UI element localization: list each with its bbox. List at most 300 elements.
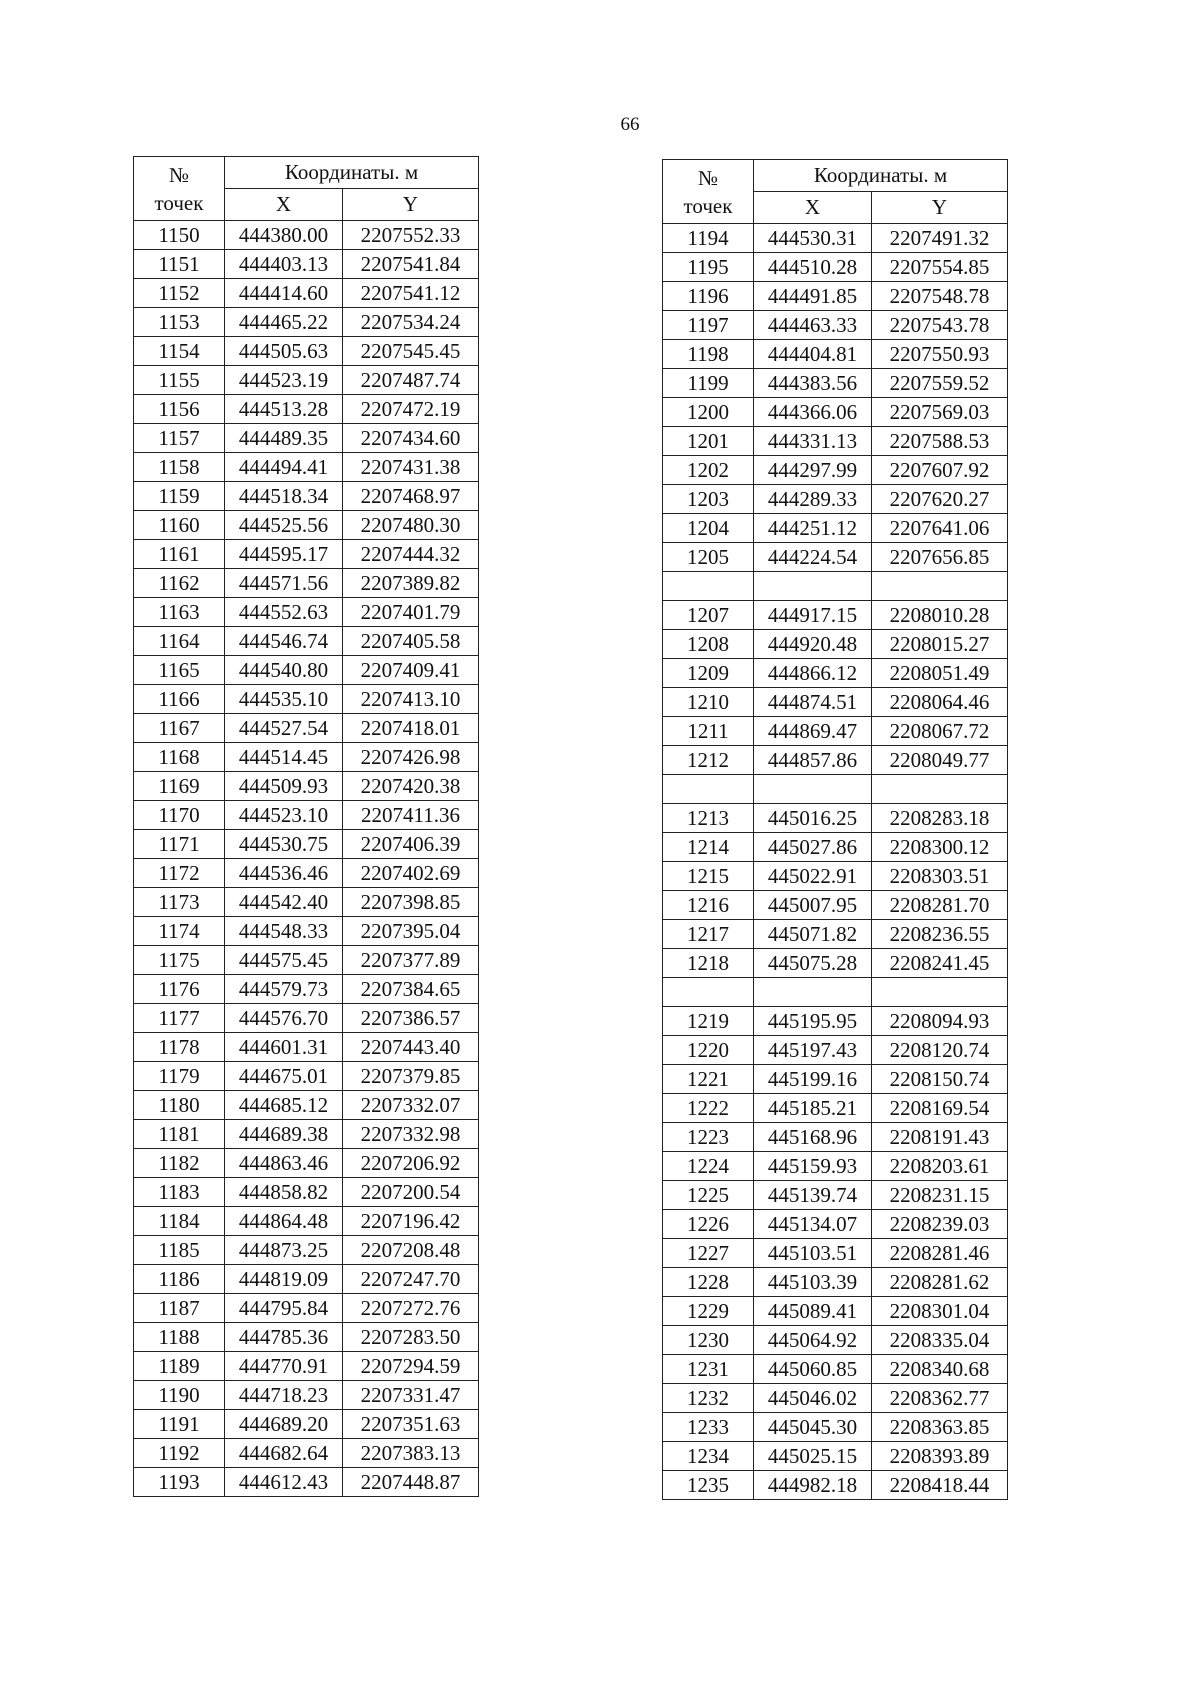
table-row <box>663 1384 1008 1413</box>
point-number-cell: 1192 <box>134 1439 225 1468</box>
point-number-cell: 1176 <box>134 975 225 1004</box>
y-coordinate-cell: 2208281.46 <box>872 1239 1008 1268</box>
x-coordinate-cell: 444514.45 <box>225 743 343 772</box>
y-coordinate-cell: 2208120.74 <box>872 1036 1008 1065</box>
x-coordinate-cell: 444510.28 <box>754 253 872 282</box>
y-coordinate-cell: 2207552.33 <box>343 221 479 250</box>
x-coordinate-cell: 445089.41 <box>754 1297 872 1326</box>
table-row <box>134 1004 479 1033</box>
point-number-cell: 1234 <box>663 1442 754 1471</box>
x-coordinate-cell <box>754 978 872 1007</box>
point-number-cell: 1219 <box>663 1007 754 1036</box>
x-coordinate-cell <box>754 572 872 601</box>
point-number-cell: 1173 <box>134 888 225 917</box>
point-number-cell: 1211 <box>663 717 754 746</box>
table-row <box>134 453 479 482</box>
point-number-cell: 1162 <box>134 569 225 598</box>
table-row <box>134 1033 479 1062</box>
table-row <box>134 743 479 772</box>
y-coordinate-cell: 2208067.72 <box>872 717 1008 746</box>
table-row <box>134 975 479 1004</box>
point-number-cell: 1225 <box>663 1181 754 1210</box>
x-coordinate-cell: 445064.92 <box>754 1326 872 1355</box>
y-coordinate-cell <box>872 775 1008 804</box>
x-coordinate-cell: 445168.96 <box>754 1123 872 1152</box>
x-coordinate-cell: 444331.13 <box>754 427 872 456</box>
x-coordinate-cell: 444575.45 <box>225 946 343 975</box>
y-coordinate-cell: 2207426.98 <box>343 743 479 772</box>
y-coordinate-cell: 2208203.61 <box>872 1152 1008 1181</box>
table-row <box>134 1439 479 1468</box>
table-row <box>134 221 479 250</box>
x-coordinate-cell: 445016.25 <box>754 804 872 833</box>
table-row <box>663 282 1008 311</box>
table-row <box>663 949 1008 978</box>
point-number-cell: 1198 <box>663 340 754 369</box>
x-coordinate-cell: 445045.30 <box>754 1413 872 1442</box>
y-coordinate-cell: 2207443.40 <box>343 1033 479 1062</box>
point-number-cell: 1161 <box>134 540 225 569</box>
point-number-cell: 1199 <box>663 369 754 398</box>
table-row <box>134 250 479 279</box>
table-row <box>663 1181 1008 1210</box>
point-number-cell: 1231 <box>663 1355 754 1384</box>
table-row <box>663 1152 1008 1181</box>
x-coordinate-cell: 445103.51 <box>754 1239 872 1268</box>
y-coordinate-cell: 2207534.24 <box>343 308 479 337</box>
x-coordinate-cell: 444863.46 <box>225 1149 343 1178</box>
x-coordinate-cell: 445075.28 <box>754 949 872 978</box>
table-row <box>134 1091 479 1120</box>
point-number-cell: 1196 <box>663 282 754 311</box>
table-row <box>663 427 1008 456</box>
y-coordinate-cell: 2207332.07 <box>343 1091 479 1120</box>
y-coordinate-cell: 2207472.19 <box>343 395 479 424</box>
table-row <box>134 1468 479 1497</box>
table-row <box>663 456 1008 485</box>
table-row <box>663 1036 1008 1065</box>
x-coordinate-cell: 444251.12 <box>754 514 872 543</box>
x-coordinate-cell: 444917.15 <box>754 601 872 630</box>
table-row <box>134 1381 479 1410</box>
table-row <box>134 569 479 598</box>
y-coordinate-cell: 2208015.27 <box>872 630 1008 659</box>
x-coordinate-cell: 444383.56 <box>754 369 872 398</box>
table-row <box>663 1413 1008 1442</box>
points-label: точек <box>683 193 733 218</box>
point-number-cell: 1180 <box>134 1091 225 1120</box>
point-number-cell: 1160 <box>134 511 225 540</box>
y-coordinate-cell: 2207448.87 <box>343 1468 479 1497</box>
x-coordinate-cell: 444463.33 <box>754 311 872 340</box>
y-coordinate-cell: 2208362.77 <box>872 1384 1008 1413</box>
x-coordinate-cell: 444858.82 <box>225 1178 343 1207</box>
y-coordinate-cell: 2208300.12 <box>872 833 1008 862</box>
y-coordinate-cell: 2208010.28 <box>872 601 1008 630</box>
x-coordinate-cell: 444548.33 <box>225 917 343 946</box>
y-coordinate-cell: 2207569.03 <box>872 398 1008 427</box>
y-coordinate-cell: 2208340.68 <box>872 1355 1008 1384</box>
point-number-cell: 1218 <box>663 949 754 978</box>
x-coordinate-cell: 444869.47 <box>754 717 872 746</box>
point-number-cell: 1182 <box>134 1149 225 1178</box>
table-row <box>663 746 1008 775</box>
x-coordinate-cell: 445139.74 <box>754 1181 872 1210</box>
table-row <box>663 630 1008 659</box>
point-number-cell: 1178 <box>134 1033 225 1062</box>
table-row <box>134 656 479 685</box>
point-number-cell: 1191 <box>134 1410 225 1439</box>
y-coordinate-cell: 2207431.38 <box>343 453 479 482</box>
point-number-cell: 1201 <box>663 427 754 456</box>
page-number: 66 <box>620 114 640 135</box>
x-coordinate-cell: 445185.21 <box>754 1094 872 1123</box>
y-coordinate-cell: 2208064.46 <box>872 688 1008 717</box>
point-number-cell: 1151 <box>134 250 225 279</box>
x-coordinate-cell: 444224.54 <box>754 543 872 572</box>
point-number-cell: 1152 <box>134 279 225 308</box>
table-row <box>663 1123 1008 1152</box>
table-body-left <box>134 221 479 1497</box>
table-row <box>663 1065 1008 1094</box>
x-coordinate-cell: 444509.93 <box>225 772 343 801</box>
point-number-cell: 1157 <box>134 424 225 453</box>
y-coordinate-cell: 2207641.06 <box>872 514 1008 543</box>
x-coordinate-cell: 444540.80 <box>225 656 343 685</box>
x-coordinate-cell: 444489.35 <box>225 424 343 453</box>
y-coordinate-cell: 2207196.42 <box>343 1207 479 1236</box>
y-coordinate-cell: 2207206.92 <box>343 1149 479 1178</box>
point-number-cell: 1224 <box>663 1152 754 1181</box>
x-coordinate-cell: 444576.70 <box>225 1004 343 1033</box>
y-column-header: Y <box>343 189 479 221</box>
y-coordinate-cell: 2207379.85 <box>343 1062 479 1091</box>
point-number-cell: 1174 <box>134 917 225 946</box>
y-coordinate-cell: 2208239.03 <box>872 1210 1008 1239</box>
point-number-cell: 1200 <box>663 398 754 427</box>
table-row <box>134 1207 479 1236</box>
table-row <box>663 659 1008 688</box>
x-coordinate-cell: 444864.48 <box>225 1207 343 1236</box>
y-coordinate-cell: 2208393.89 <box>872 1442 1008 1471</box>
y-coordinate-cell: 2208049.77 <box>872 746 1008 775</box>
point-number-cell: 1195 <box>663 253 754 282</box>
table-row <box>663 224 1008 253</box>
table-row <box>134 1062 479 1091</box>
y-coordinate-cell <box>872 978 1008 1007</box>
x-coordinate-cell: 444795.84 <box>225 1294 343 1323</box>
point-number-cell: 1177 <box>134 1004 225 1033</box>
point-number-header <box>134 157 225 221</box>
number-sign: № <box>697 165 719 190</box>
point-number-cell: 1210 <box>663 688 754 717</box>
y-coordinate-cell: 2207283.50 <box>343 1323 479 1352</box>
x-coordinate-cell: 444857.86 <box>754 746 872 775</box>
x-column-header: X <box>225 189 343 221</box>
x-coordinate-cell: 444675.01 <box>225 1062 343 1091</box>
y-coordinate-cell: 2207413.10 <box>343 685 479 714</box>
x-coordinate-cell: 444465.22 <box>225 308 343 337</box>
point-number-cell: 1175 <box>134 946 225 975</box>
y-coordinate-cell: 2207588.53 <box>872 427 1008 456</box>
point-number-cell: 1172 <box>134 859 225 888</box>
table-row <box>134 1352 479 1381</box>
y-coordinate-cell: 2208051.49 <box>872 659 1008 688</box>
y-coordinate-cell: 2208335.04 <box>872 1326 1008 1355</box>
x-coordinate-cell: 444571.56 <box>225 569 343 598</box>
table-row <box>663 369 1008 398</box>
y-coordinate-cell: 2207550.93 <box>872 340 1008 369</box>
y-coordinate-cell: 2207420.38 <box>343 772 479 801</box>
table-row <box>134 627 479 656</box>
point-number-cell: 1230 <box>663 1326 754 1355</box>
y-coordinate-cell: 2207395.04 <box>343 917 479 946</box>
point-number-cell: 1168 <box>134 743 225 772</box>
table-row <box>134 395 479 424</box>
y-coordinate-cell: 2208150.74 <box>872 1065 1008 1094</box>
point-number-cell: 1207 <box>663 601 754 630</box>
table-row <box>663 601 1008 630</box>
table-row <box>134 1236 479 1265</box>
y-coordinate-cell: 2207402.69 <box>343 859 479 888</box>
x-coordinate-cell: 444530.31 <box>754 224 872 253</box>
y-coordinate-cell <box>872 572 1008 601</box>
table-row <box>663 717 1008 746</box>
point-number-cell: 1187 <box>134 1294 225 1323</box>
y-coordinate-cell: 2207377.89 <box>343 946 479 975</box>
point-number-cell: 1158 <box>134 453 225 482</box>
x-coordinate-cell: 444685.12 <box>225 1091 343 1120</box>
point-number-cell: 1223 <box>663 1123 754 1152</box>
point-number-cell: 1154 <box>134 337 225 366</box>
table-row <box>134 279 479 308</box>
y-coordinate-cell: 2207543.78 <box>872 311 1008 340</box>
table-row <box>134 1120 479 1149</box>
y-coordinate-cell: 2208169.54 <box>872 1094 1008 1123</box>
table-row <box>134 1410 479 1439</box>
y-coordinate-cell: 2207405.58 <box>343 627 479 656</box>
x-coordinate-cell: 444601.31 <box>225 1033 343 1062</box>
table-row <box>663 1326 1008 1355</box>
table-row <box>663 1239 1008 1268</box>
table-row <box>134 1149 479 1178</box>
table-row <box>134 308 479 337</box>
x-coordinate-cell: 444595.17 <box>225 540 343 569</box>
x-coordinate-cell: 444505.63 <box>225 337 343 366</box>
y-coordinate-cell: 2207272.76 <box>343 1294 479 1323</box>
table-row <box>134 1178 479 1207</box>
table-row <box>134 511 479 540</box>
point-number-cell: 1222 <box>663 1094 754 1123</box>
table-row <box>663 833 1008 862</box>
coordinates-table-right <box>662 159 1008 1500</box>
x-coordinate-cell: 444689.38 <box>225 1120 343 1149</box>
point-number-cell: 1220 <box>663 1036 754 1065</box>
point-number-cell: 1208 <box>663 630 754 659</box>
y-coordinate-cell: 2207200.54 <box>343 1178 479 1207</box>
table-row <box>134 685 479 714</box>
point-number-cell: 1165 <box>134 656 225 685</box>
x-coordinate-cell: 445199.16 <box>754 1065 872 1094</box>
point-number-cell: 1159 <box>134 482 225 511</box>
y-coordinate-cell: 2207545.45 <box>343 337 479 366</box>
y-coordinate-cell: 2207444.32 <box>343 540 479 569</box>
point-number-cell: 1153 <box>134 308 225 337</box>
x-coordinate-cell: 444866.12 <box>754 659 872 688</box>
table-row <box>663 862 1008 891</box>
x-coordinate-cell: 444785.36 <box>225 1323 343 1352</box>
y-coordinate-cell: 2207406.39 <box>343 830 479 859</box>
y-coordinate-cell: 2207294.59 <box>343 1352 479 1381</box>
point-number-cell <box>663 572 754 601</box>
y-coordinate-cell: 2207548.78 <box>872 282 1008 311</box>
y-coordinate-cell: 2207332.98 <box>343 1120 479 1149</box>
point-number-cell: 1209 <box>663 659 754 688</box>
table-row <box>663 485 1008 514</box>
table-row <box>663 1471 1008 1500</box>
table-row <box>663 688 1008 717</box>
x-coordinate-cell: 444920.48 <box>754 630 872 659</box>
x-coordinate-cell: 445159.93 <box>754 1152 872 1181</box>
x-coordinate-cell: 444530.75 <box>225 830 343 859</box>
x-coordinate-cell: 444491.85 <box>754 282 872 311</box>
point-number-cell <box>663 775 754 804</box>
x-coordinate-cell: 445027.86 <box>754 833 872 862</box>
table-row <box>134 424 479 453</box>
x-coordinate-cell: 444770.91 <box>225 1352 343 1381</box>
y-coordinate-cell: 2207418.01 <box>343 714 479 743</box>
coordinates-header: Координаты. м <box>225 157 479 189</box>
table-row <box>134 1294 479 1323</box>
table-row <box>134 337 479 366</box>
table-row <box>134 888 479 917</box>
table-row <box>663 514 1008 543</box>
table-row <box>663 804 1008 833</box>
point-number-cell: 1156 <box>134 395 225 424</box>
number-sign: № <box>168 162 190 187</box>
point-number-cell: 1150 <box>134 221 225 250</box>
point-number-cell: 1163 <box>134 598 225 627</box>
table-row <box>134 1265 479 1294</box>
point-number-cell: 1215 <box>663 862 754 891</box>
table-row <box>663 311 1008 340</box>
points-label: точек <box>154 190 204 215</box>
point-number-cell: 1166 <box>134 685 225 714</box>
point-number-cell: 1188 <box>134 1323 225 1352</box>
y-coordinate-cell: 2207480.30 <box>343 511 479 540</box>
table-row <box>663 978 1008 1007</box>
point-number-cell: 1171 <box>134 830 225 859</box>
table-row <box>134 540 479 569</box>
y-coordinate-cell: 2207208.48 <box>343 1236 479 1265</box>
table-row <box>663 775 1008 804</box>
y-coordinate-cell: 2208303.51 <box>872 862 1008 891</box>
point-number-cell: 1232 <box>663 1384 754 1413</box>
y-coordinate-cell: 2207389.82 <box>343 569 479 598</box>
x-coordinate-cell: 445025.15 <box>754 1442 872 1471</box>
point-number-cell: 1181 <box>134 1120 225 1149</box>
point-number-cell: 1194 <box>663 224 754 253</box>
x-coordinate-cell: 444380.00 <box>225 221 343 250</box>
table-row <box>663 1210 1008 1239</box>
x-coordinate-cell: 444494.41 <box>225 453 343 482</box>
table-row <box>134 917 479 946</box>
x-coordinate-cell: 444404.81 <box>754 340 872 369</box>
point-number-cell: 1179 <box>134 1062 225 1091</box>
x-coordinate-cell: 445195.95 <box>754 1007 872 1036</box>
x-coordinate-cell: 444542.40 <box>225 888 343 917</box>
y-coordinate-cell: 2208418.44 <box>872 1471 1008 1500</box>
point-number-cell: 1197 <box>663 311 754 340</box>
y-coordinate-cell: 2207559.52 <box>872 369 1008 398</box>
table-row <box>663 1297 1008 1326</box>
x-coordinate-cell: 444289.33 <box>754 485 872 514</box>
y-coordinate-cell: 2207491.32 <box>872 224 1008 253</box>
point-number-cell: 1216 <box>663 891 754 920</box>
point-number-cell: 1167 <box>134 714 225 743</box>
x-coordinate-cell: 444536.46 <box>225 859 343 888</box>
point-number-cell: 1193 <box>134 1468 225 1497</box>
point-number-cell: 1228 <box>663 1268 754 1297</box>
y-coordinate-cell: 2207384.65 <box>343 975 479 1004</box>
y-coordinate-cell: 2207409.41 <box>343 656 479 685</box>
point-number-cell: 1235 <box>663 1471 754 1500</box>
y-coordinate-cell: 2208094.93 <box>872 1007 1008 1036</box>
y-coordinate-cell: 2207247.70 <box>343 1265 479 1294</box>
table-row <box>663 1355 1008 1384</box>
x-coordinate-cell: 444819.09 <box>225 1265 343 1294</box>
x-coordinate-cell: 444552.63 <box>225 598 343 627</box>
x-coordinate-cell: 444297.99 <box>754 456 872 485</box>
y-coordinate-cell: 2207656.85 <box>872 543 1008 572</box>
x-coordinate-cell: 444527.54 <box>225 714 343 743</box>
table-row <box>134 801 479 830</box>
y-coordinate-cell: 2208231.15 <box>872 1181 1008 1210</box>
y-coordinate-cell: 2208281.62 <box>872 1268 1008 1297</box>
point-number-cell: 1227 <box>663 1239 754 1268</box>
point-number-cell: 1183 <box>134 1178 225 1207</box>
x-coordinate-cell: 445046.02 <box>754 1384 872 1413</box>
x-coordinate-cell: 444579.73 <box>225 975 343 1004</box>
point-number-cell <box>663 978 754 1007</box>
x-coordinate-cell: 444513.28 <box>225 395 343 424</box>
table-row <box>134 772 479 801</box>
y-coordinate-cell: 2208236.55 <box>872 920 1008 949</box>
y-coordinate-cell: 2207541.12 <box>343 279 479 308</box>
x-coordinate-cell: 444682.64 <box>225 1439 343 1468</box>
y-coordinate-cell: 2207383.13 <box>343 1439 479 1468</box>
table-row <box>134 946 479 975</box>
x-coordinate-cell: 444366.06 <box>754 398 872 427</box>
point-number-cell: 1203 <box>663 485 754 514</box>
x-coordinate-cell: 445103.39 <box>754 1268 872 1297</box>
coordinates-header: Координаты. м <box>754 160 1008 192</box>
y-coordinate-cell: 2207468.97 <box>343 482 479 511</box>
table-row <box>134 482 479 511</box>
table-row <box>663 1268 1008 1297</box>
y-coordinate-cell: 2207351.63 <box>343 1410 479 1439</box>
point-number-cell: 1204 <box>663 514 754 543</box>
y-coordinate-cell: 2207434.60 <box>343 424 479 453</box>
table-row <box>663 1442 1008 1471</box>
x-coordinate-cell: 445060.85 <box>754 1355 872 1384</box>
y-coordinate-cell: 2207554.85 <box>872 253 1008 282</box>
x-coordinate-cell: 445134.07 <box>754 1210 872 1239</box>
point-number-cell: 1214 <box>663 833 754 862</box>
point-number-cell: 1185 <box>134 1236 225 1265</box>
point-number-cell: 1212 <box>663 746 754 775</box>
y-coordinate-cell: 2208283.18 <box>872 804 1008 833</box>
